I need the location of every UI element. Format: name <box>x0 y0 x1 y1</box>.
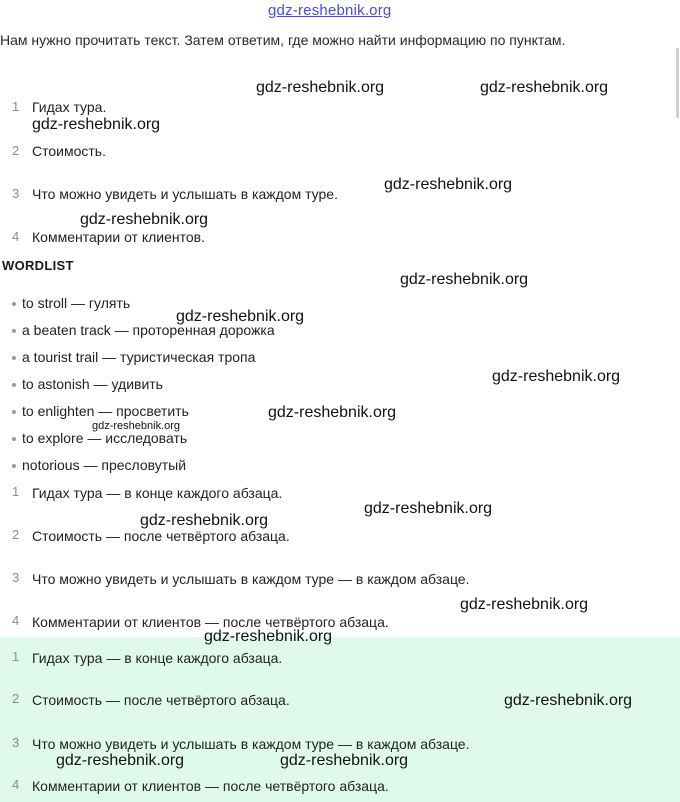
task-item-3 <box>12 185 19 203</box>
answer-number: 4 <box>12 613 20 628</box>
answer-number: 4 <box>12 777 20 792</box>
watermark: gdz-reshebnik.org <box>460 596 589 613</box>
watermark: gdz-reshebnik.org <box>384 176 513 193</box>
task-item-text: Гидах тура. <box>32 99 107 115</box>
watermark: gdz-reshebnik.org <box>204 628 333 645</box>
watermark: gdz-reshebnik.org <box>492 368 621 385</box>
bullet-icon <box>12 437 16 441</box>
bullet-icon <box>12 302 16 306</box>
bullet-icon <box>12 464 16 468</box>
answer-text: Комментарии от клиентов — после четвёртого абзаца. <box>32 614 389 630</box>
answer-text: Гидах тура — в конце каждого абзаца. <box>32 485 283 501</box>
task-item-number: 2 <box>12 143 20 158</box>
task-item-1 <box>12 98 19 116</box>
watermark: gdz-reshebnik.org <box>140 512 269 529</box>
wordlist-entry-text: to stroll — гулять <box>22 295 131 311</box>
answer-text: Стоимость — после четвёртого абзаца. <box>32 692 290 708</box>
wordlist-entry-text: a beaten track — проторенная дорожка <box>22 322 275 338</box>
task-item-text: Что можно увидеть и услышать в каждом туре. <box>32 186 338 202</box>
watermark: gdz-reshebnik.org <box>504 692 633 709</box>
watermark: gdz-reshebnik.org <box>480 79 609 96</box>
answer-text: Что можно увидеть и услышать в каждом туре — в каждом абзаце. <box>32 571 470 587</box>
wordlist-entry-text: notorious — пресловутый <box>22 457 187 473</box>
watermark: gdz-reshebnik.org <box>80 211 209 228</box>
task-item-2 <box>12 142 19 160</box>
watermark: gdz-reshebnik.org <box>268 404 397 421</box>
answer-number: 1 <box>12 649 20 664</box>
wordlist-entry <box>12 457 186 473</box>
watermark: gdz-reshebnik.org <box>364 500 493 517</box>
bullet-icon <box>12 383 16 387</box>
watermark: gdz-reshebnik.org <box>280 752 409 769</box>
task-item-number: 1 <box>12 99 20 114</box>
task-item-number: 4 <box>12 229 20 244</box>
intro-text: Нам нужно прочитать текст. Затем ответим, где можно найти информацию по пунктам. <box>0 32 566 48</box>
watermark: gdz-reshebnik.org <box>92 420 181 432</box>
wordlist-entry-text: to astonish — удивить <box>22 376 163 392</box>
answer-number: 2 <box>12 527 20 542</box>
wordlist-entry <box>12 430 187 446</box>
scrollbar[interactable] <box>676 48 679 118</box>
answer-text: Стоимость — после четвёртого абзаца. <box>32 528 290 544</box>
bullet-icon <box>12 410 16 414</box>
answer-number: 1 <box>12 484 20 499</box>
wordlist-heading: WORDLIST <box>2 258 74 273</box>
bullet-icon <box>12 329 16 333</box>
answer-number: 3 <box>12 570 20 585</box>
wordlist-entry <box>12 376 163 392</box>
watermark: gdz-reshebnik.org <box>56 752 185 769</box>
wordlist-entry-text: a tourist trail — туристическая тропа <box>22 349 256 365</box>
wordlist-entry <box>12 295 130 311</box>
answer-text: Гидах тура — в конце каждого абзаца. <box>32 650 283 666</box>
watermark: gdz-reshebnik.org <box>256 79 385 96</box>
watermark: gdz-reshebnik.org <box>176 308 305 325</box>
bullet-icon <box>12 356 16 360</box>
answer-text: Комментарии от клиентов — после четвёртого абзаца. <box>32 778 389 794</box>
site-logo-link[interactable]: gdz-reshebnik.org <box>268 2 392 19</box>
wordlist-entry <box>12 403 189 419</box>
answer-number: 3 <box>12 735 20 750</box>
task-item-4 <box>12 228 19 246</box>
answer-number: 2 <box>12 691 20 706</box>
wordlist-entry-text: to enlighten — просветить <box>22 403 189 419</box>
watermark: gdz-reshebnik.org <box>400 271 529 288</box>
answer-text: Что можно увидеть и услышать в каждом туре — в каждом абзаце. <box>32 736 470 752</box>
wordlist-entry <box>12 349 255 365</box>
task-item-text: Стоимость. <box>32 143 106 159</box>
watermark: gdz-reshebnik.org <box>32 116 161 133</box>
task-item-number: 3 <box>12 186 20 201</box>
wordlist-entry-text: to explore — исследовать <box>22 430 188 446</box>
task-item-text: Комментарии от клиентов. <box>32 229 206 245</box>
